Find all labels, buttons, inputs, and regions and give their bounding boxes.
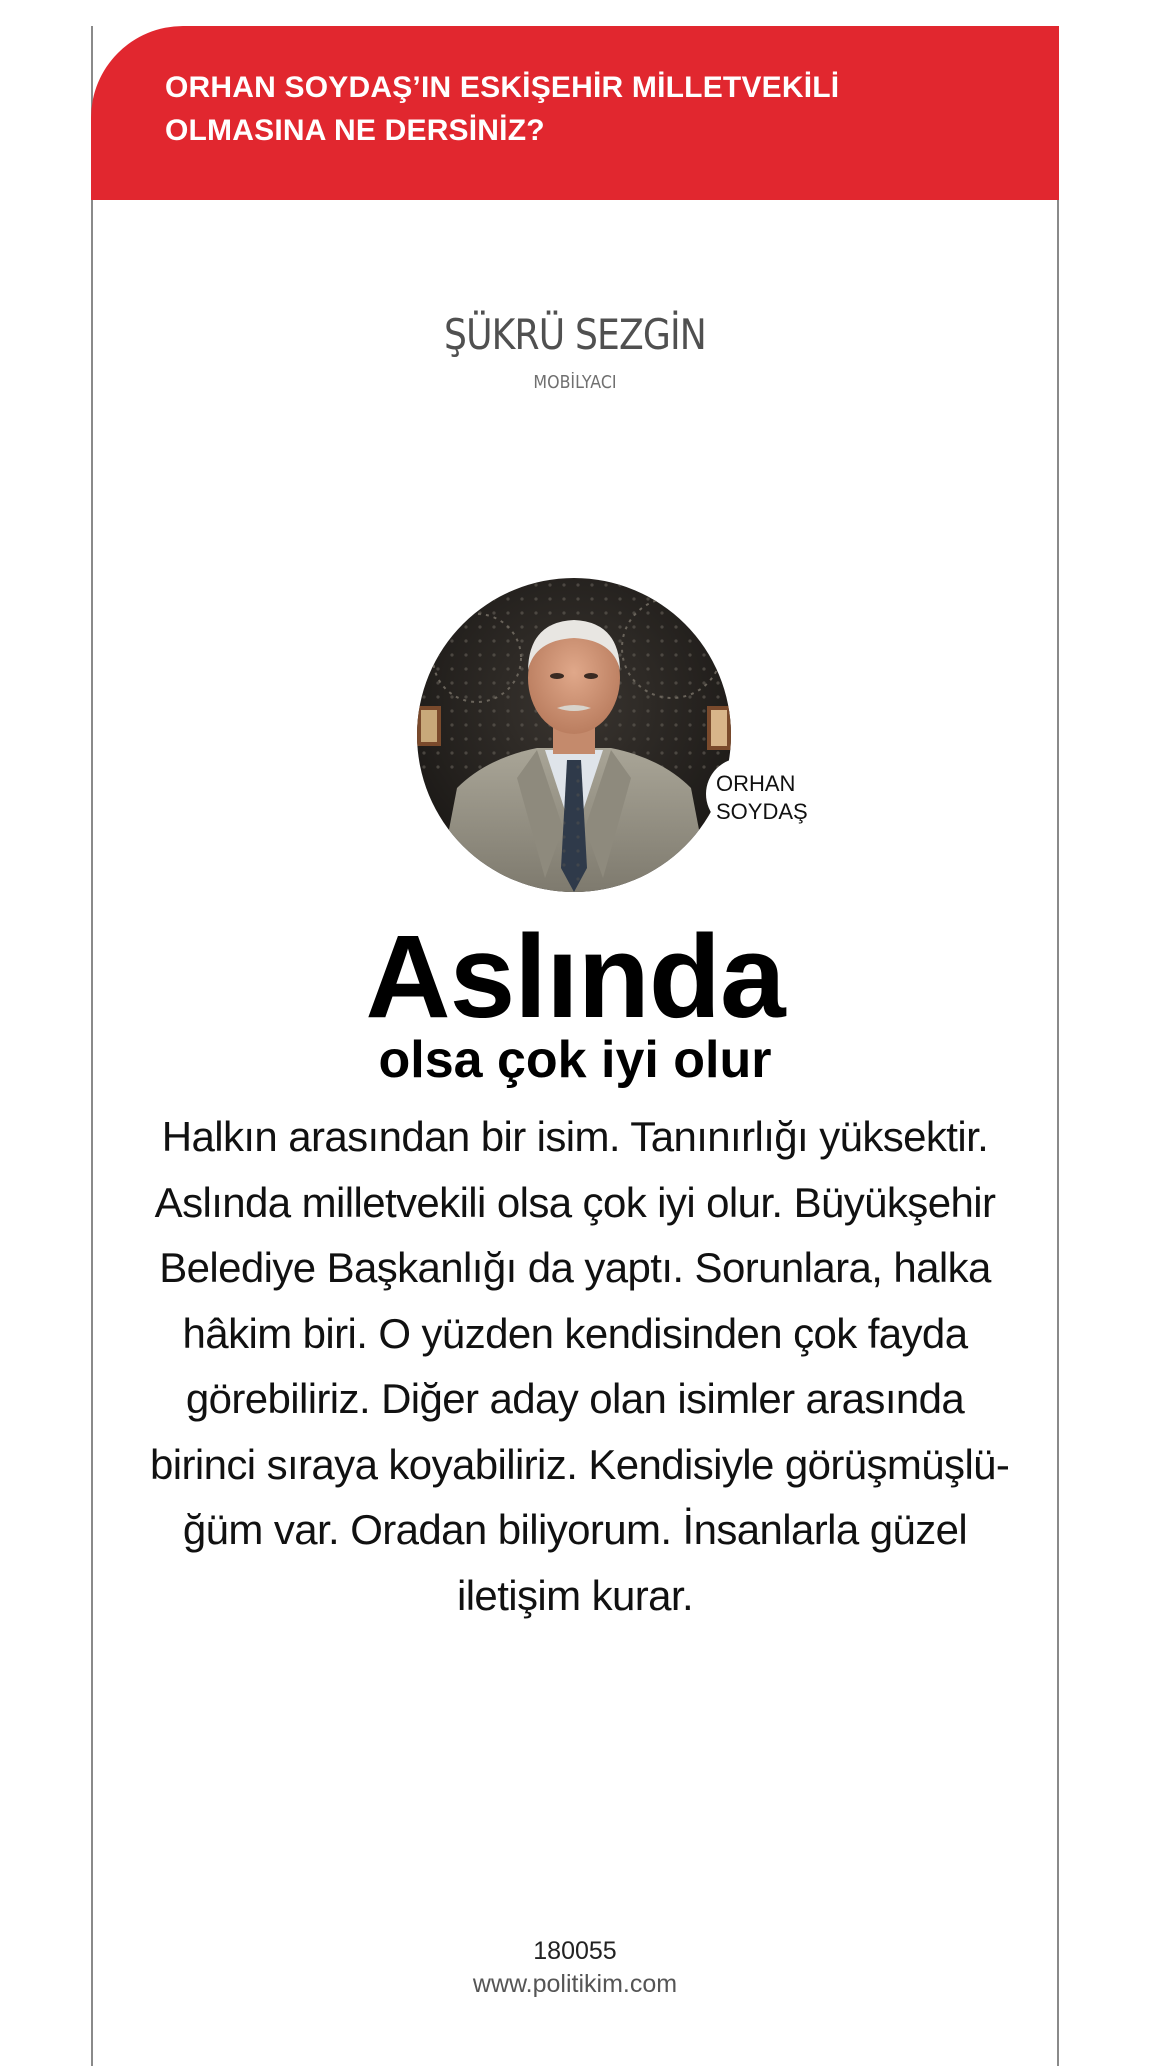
page-title: ORHAN SOYDAŞ’IN ESKİŞEHİR MİLLETVEKİLİ OLMASINA NE DERSİNİZ? (165, 71, 840, 147)
subject-last-name: SOYDAŞ (716, 799, 808, 824)
article-body (150, 1104, 1010, 1628)
subject-first-name: ORHAN (716, 771, 796, 796)
person-portrait-icon (417, 578, 731, 892)
body-line: görebiliriz. Diğer aday olan isimler arasında (185, 1375, 965, 1422)
body-line: Belediye Başkanlığı da yaptı. Sorunlara, halka (159, 1244, 991, 1291)
body-line: ğüm var. Oradan biliyorum. İnsanlarla güzel (182, 1506, 968, 1553)
subheadline: olsa çok iyi olur (378, 1031, 772, 1089)
portrait-photo (417, 578, 731, 892)
author-role: MOBİLYACI (533, 372, 617, 393)
footer-site-link[interactable]: www.politikim.com (472, 1970, 678, 1998)
body-line: iletişim kurar. (456, 1571, 694, 1619)
header-banner (91, 26, 1059, 200)
body-line: birinci sıraya koyabiliriz. Kendisiyle görüşmüşlü- (150, 1440, 1010, 1488)
author-name: ŞÜKRÜ SEZGİN (444, 310, 706, 359)
body-line: Aslında milletvekili olsa çok iyi olur. Büyükşehir (154, 1178, 996, 1226)
headline: Aslında (365, 911, 785, 1043)
body-line: Halkın arasından bir isim. Tanınırlığı yüksektir. (161, 1113, 989, 1160)
footer-id: 180055 (533, 1937, 617, 1965)
subject-name-tag (706, 758, 846, 830)
body-line: hâkim biri. O yüzden kendisinden çok fayda (182, 1309, 968, 1357)
